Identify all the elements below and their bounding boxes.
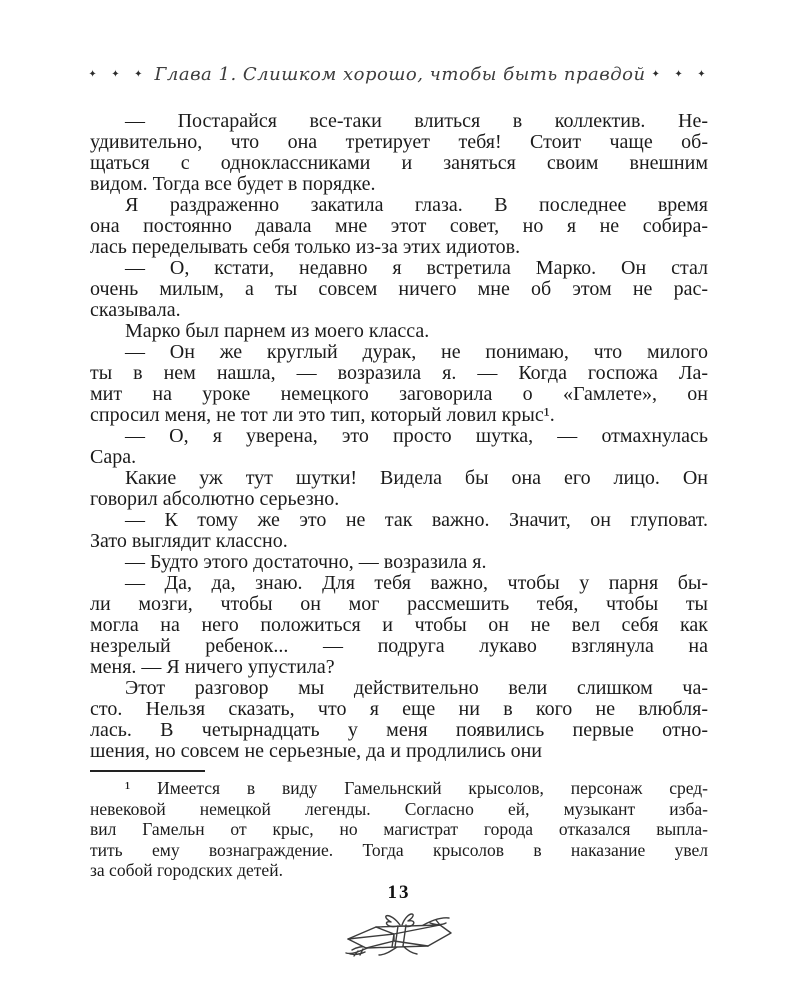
text-line: могла на него положиться и чтобы он не вел себя как — [90, 614, 708, 636]
text-line: — Будто этого достаточно, — возразила я. — [125, 551, 487, 573]
text-line: мит на уроке немецкого заговорила о «Гамлете», он — [90, 383, 708, 405]
text-line: сто. Нельзя сказать, что я еще ни в кого не влюбля- — [90, 698, 708, 720]
text-line: лась переделывать себя только из-за этих идиотов. — [90, 236, 521, 258]
text-line: — О, я уверена, это просто шутка, — отмахнулась — [125, 425, 708, 447]
text-line: она постоянно давала мне этот совет, но я не собира- — [90, 215, 708, 237]
footnote-separator — [90, 770, 205, 772]
text-line: — О, кстати, недавно я встретила Марко. Он стал — [125, 257, 708, 279]
text-line: шения, но совсем не серьезные, да и продлились они — [90, 740, 543, 762]
body-text — [90, 111, 708, 762]
text-line: тить ему вознаграждение. Тогда крысолов в наказание увел — [90, 839, 708, 860]
text-line: очень милым, а ты совсем ничего мне об этом не рас- — [90, 278, 708, 300]
text-line: Я раздраженно закатила глаза. В последнее время — [125, 194, 708, 216]
text-line: — Он же круглый дурак, не понимаю, что милого — [125, 341, 708, 363]
text-line: ли мозги, чтобы он мог рассмешить тебя, чтобы ты — [90, 593, 708, 615]
text-line: удивительно, что она третирует тебя! Стоит чаще об- — [90, 131, 708, 153]
text-line: Зато выглядит классно. — [90, 530, 288, 552]
letters-bundle-icon — [340, 903, 458, 957]
text-line: — Да, да, знаю. Для тебя важно, чтобы у парня бы- — [125, 572, 708, 594]
chapter-header — [0, 64, 800, 85]
text-line: спросил меня, не тот ли это тип, который ловил крыс¹. — [90, 404, 555, 426]
text-line: — Постарайся все-таки влиться в коллектив. Не- — [125, 110, 708, 132]
chapter-title: Глава 1. Слишком хорошо, чтобы быть правдой — [154, 64, 646, 85]
text-line: видом. Тогда все будет в порядке. — [90, 173, 376, 195]
footnote-text — [90, 778, 708, 881]
text-line: Какие уж тут шутки! Видела бы она его лицо. Он — [125, 467, 708, 489]
text-line: лась. В четырнадцать у меня появились первые отно- — [90, 719, 708, 741]
vignette — [90, 903, 708, 957]
text-line: говорил абсолютно серьезно. — [90, 488, 340, 510]
text-line: Марко был парнем из моего класса. — [125, 320, 430, 342]
ornament-stars-left-icon: ✦ ✦ ✦ — [88, 69, 149, 80]
text-line: ¹ Имеется в виду Гамельнский крысолов, персонаж сред- — [125, 778, 708, 798]
text-line: сказывала. — [90, 299, 181, 321]
text-line: за собой городских детей. — [90, 860, 283, 880]
text-line: ты в нем нашла, — возразила я. — Когда госпожа Ла- — [90, 362, 708, 384]
text-line: невековой немецкой легенды. Согласно ей, музыкант изба- — [90, 798, 708, 819]
text-line: Сара. — [90, 446, 137, 468]
page-number: 13 — [387, 882, 411, 903]
text-line: меня. — Я ничего упустила? — [90, 656, 335, 678]
ornament-stars-right-icon: ✦ ✦ ✦ — [651, 69, 712, 80]
text-line: — К тому же это не так важно. Значит, он глуповат. — [125, 509, 708, 531]
text-line: вил Гамельн от крыс, но магистрат города отказался выпла- — [90, 819, 708, 839]
text-line: незрелый ребенок... — подруга лукаво взглянула на — [90, 635, 708, 657]
text-line: щаться с одноклассниками и заняться своим внешним — [90, 152, 708, 174]
text-line: Этот разговор мы действительно вели слишком ча- — [125, 677, 708, 699]
